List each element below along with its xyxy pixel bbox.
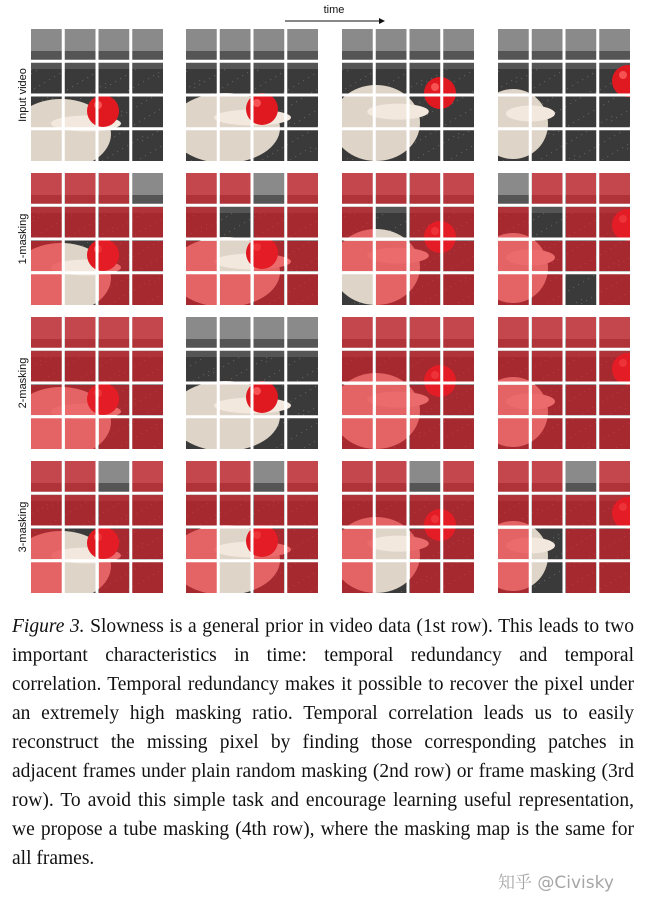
masked-patch	[132, 274, 163, 305]
visible-patch	[65, 529, 96, 560]
masked-patch	[287, 207, 318, 238]
visible-patch	[220, 241, 251, 272]
visible-patch	[31, 29, 62, 60]
visible-patch	[65, 274, 96, 305]
visible-patch	[443, 29, 474, 60]
masked-patch	[532, 241, 563, 272]
visible-patch	[566, 130, 597, 161]
masked-patch	[99, 173, 130, 204]
visible-patch	[410, 130, 441, 161]
masked-patch	[65, 351, 96, 382]
mask-grid	[498, 29, 630, 161]
masked-patch	[599, 207, 630, 238]
masked-patch	[65, 173, 96, 204]
masked-patch	[498, 207, 529, 238]
masked-patch	[599, 418, 630, 449]
visible-patch	[376, 29, 407, 60]
visible-patch	[132, 29, 163, 60]
visible-patch	[254, 29, 285, 60]
masked-patch	[220, 173, 251, 204]
masked-patch	[599, 461, 630, 492]
masked-patch	[376, 173, 407, 204]
masked-patch	[410, 241, 441, 272]
masked-patch	[254, 495, 285, 526]
mask-grid	[31, 461, 163, 593]
masked-patch	[31, 418, 62, 449]
visible-patch	[31, 97, 62, 128]
masked-patch	[342, 173, 373, 204]
visible-patch	[376, 529, 407, 560]
visible-patch	[566, 97, 597, 128]
mask-grid	[31, 173, 163, 305]
masked-patch	[65, 418, 96, 449]
visible-patch	[287, 29, 318, 60]
masked-patch	[498, 274, 529, 305]
video-frame	[498, 29, 630, 161]
masked-patch	[220, 495, 251, 526]
visible-patch	[254, 385, 285, 416]
masked-patch	[287, 274, 318, 305]
video-frame	[31, 461, 163, 593]
masked-patch	[99, 274, 130, 305]
visible-patch	[99, 461, 130, 492]
visible-patch	[342, 63, 373, 94]
visible-patch	[566, 274, 597, 305]
masked-patch	[599, 274, 630, 305]
masked-patch	[532, 418, 563, 449]
masked-patch	[532, 461, 563, 492]
figure-caption	[12, 612, 634, 873]
visible-patch	[31, 63, 62, 94]
masked-patch	[443, 529, 474, 560]
masked-patch	[498, 385, 529, 416]
masked-patch	[342, 495, 373, 526]
masked-patch	[410, 495, 441, 526]
masked-patch	[99, 418, 130, 449]
video-frame	[498, 173, 630, 305]
masked-patch	[443, 562, 474, 593]
masked-patch	[443, 495, 474, 526]
masked-patch	[376, 385, 407, 416]
masked-patch	[186, 495, 217, 526]
masked-patch	[99, 562, 130, 593]
masked-patch	[342, 385, 373, 416]
masked-patch	[599, 173, 630, 204]
video-frame	[31, 29, 163, 161]
visible-patch	[99, 97, 130, 128]
masked-patch	[443, 461, 474, 492]
masked-patch	[31, 317, 62, 348]
visible-patch	[65, 241, 96, 272]
masked-patch	[287, 461, 318, 492]
visible-patch	[599, 97, 630, 128]
masked-patch	[31, 461, 62, 492]
visible-patch	[532, 207, 563, 238]
masked-patch	[254, 274, 285, 305]
visible-patch	[498, 97, 529, 128]
mask-grid	[31, 29, 163, 161]
mask-grid	[186, 29, 318, 161]
masked-patch	[410, 562, 441, 593]
visible-patch	[186, 385, 217, 416]
masked-patch	[31, 562, 62, 593]
video-frame	[186, 173, 318, 305]
masked-patch	[498, 461, 529, 492]
masked-patch	[532, 385, 563, 416]
visible-patch	[65, 97, 96, 128]
masked-patch	[287, 173, 318, 204]
visible-patch	[287, 97, 318, 128]
visible-patch	[254, 97, 285, 128]
visible-patch	[254, 63, 285, 94]
masked-patch	[99, 207, 130, 238]
masked-patch	[566, 351, 597, 382]
masked-patch	[342, 351, 373, 382]
visible-patch	[376, 562, 407, 593]
time-axis	[0, 4, 646, 24]
masked-patch	[498, 241, 529, 272]
masked-patch	[410, 274, 441, 305]
masked-patch	[443, 274, 474, 305]
visible-patch	[220, 207, 251, 238]
visible-patch	[65, 29, 96, 60]
masked-patch	[443, 418, 474, 449]
masked-patch	[132, 529, 163, 560]
masked-patch	[410, 207, 441, 238]
masked-patch	[443, 385, 474, 416]
video-frame	[342, 317, 474, 449]
masked-patch	[31, 207, 62, 238]
video-frame	[186, 29, 318, 161]
visible-patch	[410, 97, 441, 128]
visible-patch	[220, 385, 251, 416]
masked-patch	[186, 241, 217, 272]
visible-patch	[532, 63, 563, 94]
masked-patch	[186, 173, 217, 204]
masked-patch	[599, 385, 630, 416]
masked-patch	[599, 351, 630, 382]
masked-patch	[410, 385, 441, 416]
masked-patch	[498, 351, 529, 382]
visible-patch	[186, 317, 217, 348]
masked-patch	[599, 495, 630, 526]
visible-patch	[498, 63, 529, 94]
video-frame	[342, 461, 474, 593]
masked-patch	[532, 351, 563, 382]
masked-patch	[532, 317, 563, 348]
masked-patch	[220, 274, 251, 305]
visible-patch	[186, 130, 217, 161]
masked-patch	[132, 317, 163, 348]
visible-patch	[186, 351, 217, 382]
visible-patch	[254, 351, 285, 382]
masked-patch	[376, 461, 407, 492]
video-frame	[342, 29, 474, 161]
masked-patch	[186, 274, 217, 305]
visible-patch	[65, 63, 96, 94]
masked-patch	[498, 529, 529, 560]
video-frame	[186, 317, 318, 449]
masked-patch	[566, 562, 597, 593]
visible-patch	[254, 317, 285, 348]
masked-patch	[566, 241, 597, 272]
masked-patch	[532, 495, 563, 526]
visible-patch	[186, 418, 217, 449]
masked-patch	[31, 385, 62, 416]
visible-patch	[287, 385, 318, 416]
masked-patch	[31, 529, 62, 560]
visible-patch	[186, 29, 217, 60]
masked-patch	[132, 418, 163, 449]
time-arrow-icon	[285, 17, 385, 25]
time-label: time	[323, 4, 345, 16]
masked-patch	[376, 351, 407, 382]
visible-patch	[186, 97, 217, 128]
video-frame	[186, 461, 318, 593]
masked-patch	[220, 461, 251, 492]
masked-patch	[498, 495, 529, 526]
masked-patch	[443, 351, 474, 382]
visible-patch	[132, 130, 163, 161]
masked-patch	[65, 207, 96, 238]
masked-patch	[132, 207, 163, 238]
masked-patch	[99, 351, 130, 382]
masked-patch	[410, 317, 441, 348]
masked-patch	[599, 562, 630, 593]
visible-patch	[342, 29, 373, 60]
visible-patch	[410, 461, 441, 492]
masked-patch	[287, 495, 318, 526]
visible-patch	[220, 317, 251, 348]
masked-patch	[31, 241, 62, 272]
visible-patch	[410, 63, 441, 94]
masked-patch	[254, 529, 285, 560]
visible-patch	[287, 317, 318, 348]
visible-patch	[132, 173, 163, 204]
visible-patch	[410, 29, 441, 60]
visible-patch	[566, 461, 597, 492]
masked-patch	[410, 529, 441, 560]
masked-patch	[498, 562, 529, 593]
masked-patch	[186, 562, 217, 593]
masked-patch	[498, 317, 529, 348]
mask-grid	[186, 461, 318, 593]
masked-patch	[186, 461, 217, 492]
masked-patch	[186, 529, 217, 560]
row-label-4: 3-masking	[17, 501, 29, 553]
masked-patch	[566, 529, 597, 560]
visible-patch	[599, 130, 630, 161]
visible-patch	[532, 529, 563, 560]
visible-patch	[532, 97, 563, 128]
masked-patch	[31, 274, 62, 305]
visible-patch	[132, 97, 163, 128]
masked-patch	[566, 173, 597, 204]
masked-patch	[410, 173, 441, 204]
visible-patch	[287, 130, 318, 161]
masked-patch	[342, 207, 373, 238]
visible-patch	[498, 173, 529, 204]
watermark: 知乎 @Civisky	[498, 873, 614, 893]
video-frame	[31, 317, 163, 449]
masked-patch	[443, 207, 474, 238]
visible-patch	[498, 29, 529, 60]
masked-patch	[342, 529, 373, 560]
visible-patch	[376, 207, 407, 238]
masked-patch	[410, 418, 441, 449]
visible-patch	[99, 63, 130, 94]
caption-text: Slowness is a general prior in video data (1st row). This leads to two important characteristics in time: temporal redundancy and temporal correlation. Temporal redundancy makes it possible to recover the pixel under an extremely high masking ratio. Temporal correlation leads us to easily reconstruct the missing pixel by finding those corresponding patches in adjacent frames under plain random masking (2nd row) or frame masking (3rd row). To avoid this simple task and encourage learning useful representation, we propose a tube masking (4th row), where the masking map is the same for all frames.	[12, 616, 634, 869]
masked-patch	[342, 418, 373, 449]
masked-patch	[287, 241, 318, 272]
visible-patch	[220, 130, 251, 161]
row-label-2: 1-masking	[17, 213, 29, 265]
masked-patch	[342, 317, 373, 348]
visible-patch	[65, 562, 96, 593]
mask-grid	[342, 29, 474, 161]
masked-patch	[132, 351, 163, 382]
visible-patch	[220, 351, 251, 382]
masked-patch	[65, 495, 96, 526]
visible-patch	[443, 130, 474, 161]
masked-patch	[443, 173, 474, 204]
video-frame	[31, 173, 163, 305]
figure-label: Figure 3.	[12, 616, 85, 637]
masked-patch	[532, 173, 563, 204]
visible-patch	[220, 29, 251, 60]
masked-patch	[99, 385, 130, 416]
visible-patch	[254, 173, 285, 204]
visible-patch	[342, 97, 373, 128]
masked-patch	[498, 418, 529, 449]
visible-patch	[599, 29, 630, 60]
visible-patch	[599, 63, 630, 94]
masked-patch	[566, 207, 597, 238]
masked-patch	[342, 461, 373, 492]
visible-patch	[99, 130, 130, 161]
visible-patch	[254, 130, 285, 161]
masked-patch	[132, 241, 163, 272]
masked-patch	[566, 317, 597, 348]
masked-patch	[65, 385, 96, 416]
visible-patch	[566, 63, 597, 94]
masked-patch	[443, 317, 474, 348]
visible-patch	[532, 562, 563, 593]
visible-patch	[443, 97, 474, 128]
masked-patch	[376, 241, 407, 272]
masked-patch	[342, 562, 373, 593]
masked-patch	[31, 173, 62, 204]
visible-patch	[220, 418, 251, 449]
masked-patch	[566, 418, 597, 449]
masked-patch	[31, 495, 62, 526]
masked-patch	[99, 495, 130, 526]
mask-grid	[498, 173, 630, 305]
masked-patch	[65, 317, 96, 348]
masked-patch	[132, 562, 163, 593]
masked-patch	[376, 495, 407, 526]
visible-patch	[287, 418, 318, 449]
mask-grid	[342, 317, 474, 449]
masked-patch	[31, 351, 62, 382]
visible-patch	[287, 351, 318, 382]
video-frame	[498, 317, 630, 449]
masked-patch	[532, 274, 563, 305]
visible-patch	[376, 63, 407, 94]
visible-patch	[443, 63, 474, 94]
visible-patch	[65, 130, 96, 161]
mask-grid	[186, 173, 318, 305]
mask-grid	[31, 317, 163, 449]
masked-patch	[132, 385, 163, 416]
visible-patch	[287, 63, 318, 94]
masked-patch	[65, 461, 96, 492]
visible-patch	[132, 63, 163, 94]
masked-patch	[599, 317, 630, 348]
visible-patch	[220, 529, 251, 560]
masked-patch	[376, 317, 407, 348]
masked-patch	[99, 529, 130, 560]
visible-patch	[254, 461, 285, 492]
visible-patch	[254, 418, 285, 449]
video-frame	[342, 173, 474, 305]
masked-patch	[566, 385, 597, 416]
masked-patch	[132, 461, 163, 492]
masked-patch	[132, 495, 163, 526]
visible-patch	[532, 130, 563, 161]
visible-patch	[376, 130, 407, 161]
visible-patch	[566, 29, 597, 60]
visible-patch	[342, 130, 373, 161]
masked-patch	[342, 241, 373, 272]
row-label-1: Input video	[17, 68, 29, 122]
masked-patch	[254, 207, 285, 238]
mask-grid	[342, 461, 474, 593]
masked-patch	[254, 562, 285, 593]
masked-patch	[599, 529, 630, 560]
visible-patch	[220, 562, 251, 593]
visible-patch	[220, 97, 251, 128]
mask-grid	[498, 317, 630, 449]
masked-patch	[566, 495, 597, 526]
visible-patch	[99, 29, 130, 60]
visible-patch	[376, 97, 407, 128]
masked-patch	[376, 418, 407, 449]
visible-patch	[532, 29, 563, 60]
masked-patch	[254, 241, 285, 272]
masked-patch	[599, 241, 630, 272]
visible-patch	[342, 274, 373, 305]
masked-patch	[287, 529, 318, 560]
row-label-3: 2-masking	[17, 357, 29, 409]
visible-patch	[498, 130, 529, 161]
mask-grid	[498, 461, 630, 593]
visible-patch	[186, 63, 217, 94]
masked-patch	[410, 351, 441, 382]
masked-patch	[376, 274, 407, 305]
mask-grid	[342, 173, 474, 305]
masked-patch	[443, 241, 474, 272]
masked-patch	[99, 241, 130, 272]
masked-patch	[287, 562, 318, 593]
visible-patch	[220, 63, 251, 94]
video-frame	[498, 461, 630, 593]
visible-patch	[31, 130, 62, 161]
masked-patch	[99, 317, 130, 348]
masked-patch	[186, 207, 217, 238]
mask-grid	[186, 317, 318, 449]
